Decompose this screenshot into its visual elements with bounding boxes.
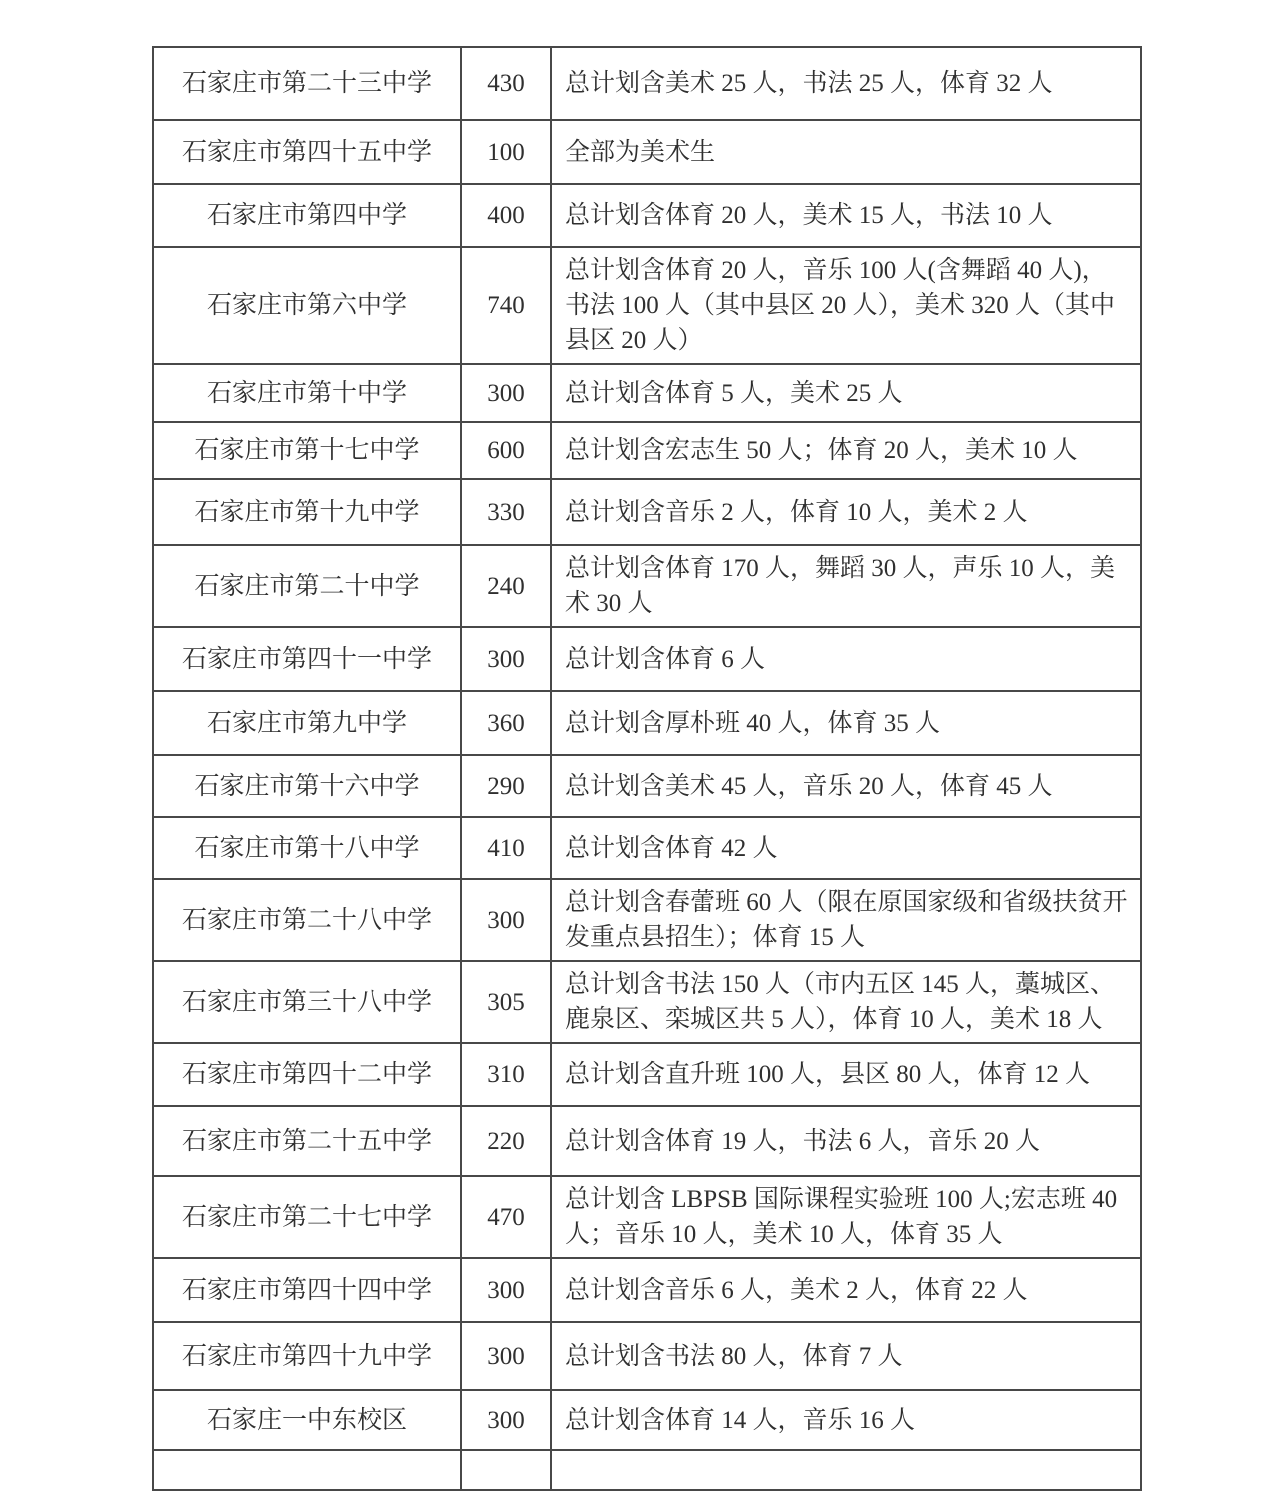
plan-total-cell: 360	[461, 691, 551, 755]
school-name-cell: 石家庄市第六中学	[153, 247, 461, 364]
table-row	[153, 1043, 1141, 1106]
plan-total-cell: 100	[461, 120, 551, 184]
table-row	[153, 1322, 1141, 1390]
table-row	[153, 879, 1141, 961]
plan-note-cell: 总计划含体育 19 人，书法 6 人，音乐 20 人	[551, 1106, 1141, 1176]
plan-note-cell: 全部为美术生	[551, 120, 1141, 184]
plan-total-cell: 300	[461, 1258, 551, 1322]
table-row	[153, 1176, 1141, 1258]
plan-note-cell: 总计划含直升班 100 人，县区 80 人，体育 12 人	[551, 1043, 1141, 1106]
plan-total-cell: 430	[461, 47, 551, 120]
table-row	[153, 247, 1141, 364]
table-row	[153, 184, 1141, 247]
plan-total-cell: 300	[461, 364, 551, 422]
school-name-cell: 石家庄市第二十七中学	[153, 1176, 461, 1258]
table-row	[153, 961, 1141, 1043]
plan-note-cell: 总计划含体育 20 人，美术 15 人，书法 10 人	[551, 184, 1141, 247]
plan-table	[152, 46, 1142, 1491]
school-name-cell: 石家庄市第四十九中学	[153, 1322, 461, 1390]
table-row-clipped	[153, 1450, 1141, 1490]
school-name-cell: 石家庄市第二十三中学	[153, 47, 461, 120]
plan-total-cell: 600	[461, 422, 551, 479]
table-row	[153, 627, 1141, 691]
school-name-cell: 石家庄市第十八中学	[153, 817, 461, 879]
admission-plan-table	[152, 46, 1142, 1491]
plan-total-cell: 410	[461, 817, 551, 879]
school-name-cell: 石家庄市第十六中学	[153, 755, 461, 817]
plan-note-cell: 总计划含春蕾班 60 人（限在原国家级和省级扶贫开发重点县招生）；体育 15 人	[551, 879, 1141, 961]
plan-total-cell: 300	[461, 1322, 551, 1390]
plan-note-cell: 总计划含音乐 6 人，美术 2 人，体育 22 人	[551, 1258, 1141, 1322]
plan-note-cell: 总计划含厚朴班 40 人，体育 35 人	[551, 691, 1141, 755]
school-name-cell: 石家庄市第三十八中学	[153, 961, 461, 1043]
table-row	[153, 422, 1141, 479]
plan-total-cell: 240	[461, 545, 551, 627]
school-name-cell: 石家庄市第四十五中学	[153, 120, 461, 184]
school-name-cell: 石家庄市第二十八中学	[153, 879, 461, 961]
plan-total-cell: 740	[461, 247, 551, 364]
empty-cell	[153, 1450, 461, 1490]
plan-total-cell: 290	[461, 755, 551, 817]
plan-note-cell: 总计划含美术 25 人，书法 25 人，体育 32 人	[551, 47, 1141, 120]
plan-note-cell: 总计划含体育 170 人，舞蹈 30 人，声乐 10 人，美术 30 人	[551, 545, 1141, 627]
plan-total-cell: 305	[461, 961, 551, 1043]
plan-total-cell: 400	[461, 184, 551, 247]
school-name-cell: 石家庄市第十中学	[153, 364, 461, 422]
school-name-cell: 石家庄市第四十二中学	[153, 1043, 461, 1106]
plan-total-cell: 220	[461, 1106, 551, 1176]
school-name-cell: 石家庄市第四中学	[153, 184, 461, 247]
table-row	[153, 545, 1141, 627]
plan-note-cell: 总计划含美术 45 人，音乐 20 人，体育 45 人	[551, 755, 1141, 817]
table-row	[153, 755, 1141, 817]
plan-note-cell: 总计划含体育 20 人，音乐 100 人(含舞蹈 40 人)，书法 100 人（其中县区 20 人），美术 320 人（其中县区 20 人）	[551, 247, 1141, 364]
table-row	[153, 817, 1141, 879]
table-row	[153, 120, 1141, 184]
empty-cell	[551, 1450, 1141, 1490]
plan-note-cell: 总计划含宏志生 50 人；体育 20 人，美术 10 人	[551, 422, 1141, 479]
school-name-cell: 石家庄市第十七中学	[153, 422, 461, 479]
table-row	[153, 691, 1141, 755]
table-row	[153, 364, 1141, 422]
table-row	[153, 1258, 1141, 1322]
plan-total-cell: 330	[461, 479, 551, 545]
plan-note-cell: 总计划含体育 42 人	[551, 817, 1141, 879]
plan-note-cell: 总计划含体育 5 人，美术 25 人	[551, 364, 1141, 422]
plan-note-cell: 总计划含书法 80 人，体育 7 人	[551, 1322, 1141, 1390]
plan-total-cell: 310	[461, 1043, 551, 1106]
school-name-cell: 石家庄市第九中学	[153, 691, 461, 755]
plan-total-cell: 470	[461, 1176, 551, 1258]
school-name-cell: 石家庄市第二十中学	[153, 545, 461, 627]
school-name-cell: 石家庄市第二十五中学	[153, 1106, 461, 1176]
plan-total-cell: 300	[461, 627, 551, 691]
plan-note-cell: 总计划含体育 14 人，音乐 16 人	[551, 1390, 1141, 1450]
plan-total-cell: 300	[461, 1390, 551, 1450]
table-row	[153, 47, 1141, 120]
plan-note-cell: 总计划含音乐 2 人，体育 10 人，美术 2 人	[551, 479, 1141, 545]
table-row	[153, 1390, 1141, 1450]
plan-note-cell: 总计划含 LBPSB 国际课程实验班 100 人;宏志班 40 人；音乐 10 人，美术 10 人，体育 35 人	[551, 1176, 1141, 1258]
plan-note-cell: 总计划含体育 6 人	[551, 627, 1141, 691]
school-name-cell: 石家庄市第十九中学	[153, 479, 461, 545]
plan-note-cell: 总计划含书法 150 人（市内五区 145 人，藁城区、鹿泉区、栾城区共 5 人），体育 10 人，美术 18 人	[551, 961, 1141, 1043]
table-row	[153, 1106, 1141, 1176]
school-name-cell: 石家庄市第四十一中学	[153, 627, 461, 691]
plan-total-cell: 300	[461, 879, 551, 961]
table-row	[153, 479, 1141, 545]
school-name-cell: 石家庄市第四十四中学	[153, 1258, 461, 1322]
school-name-cell: 石家庄一中东校区	[153, 1390, 461, 1450]
empty-cell	[461, 1450, 551, 1490]
